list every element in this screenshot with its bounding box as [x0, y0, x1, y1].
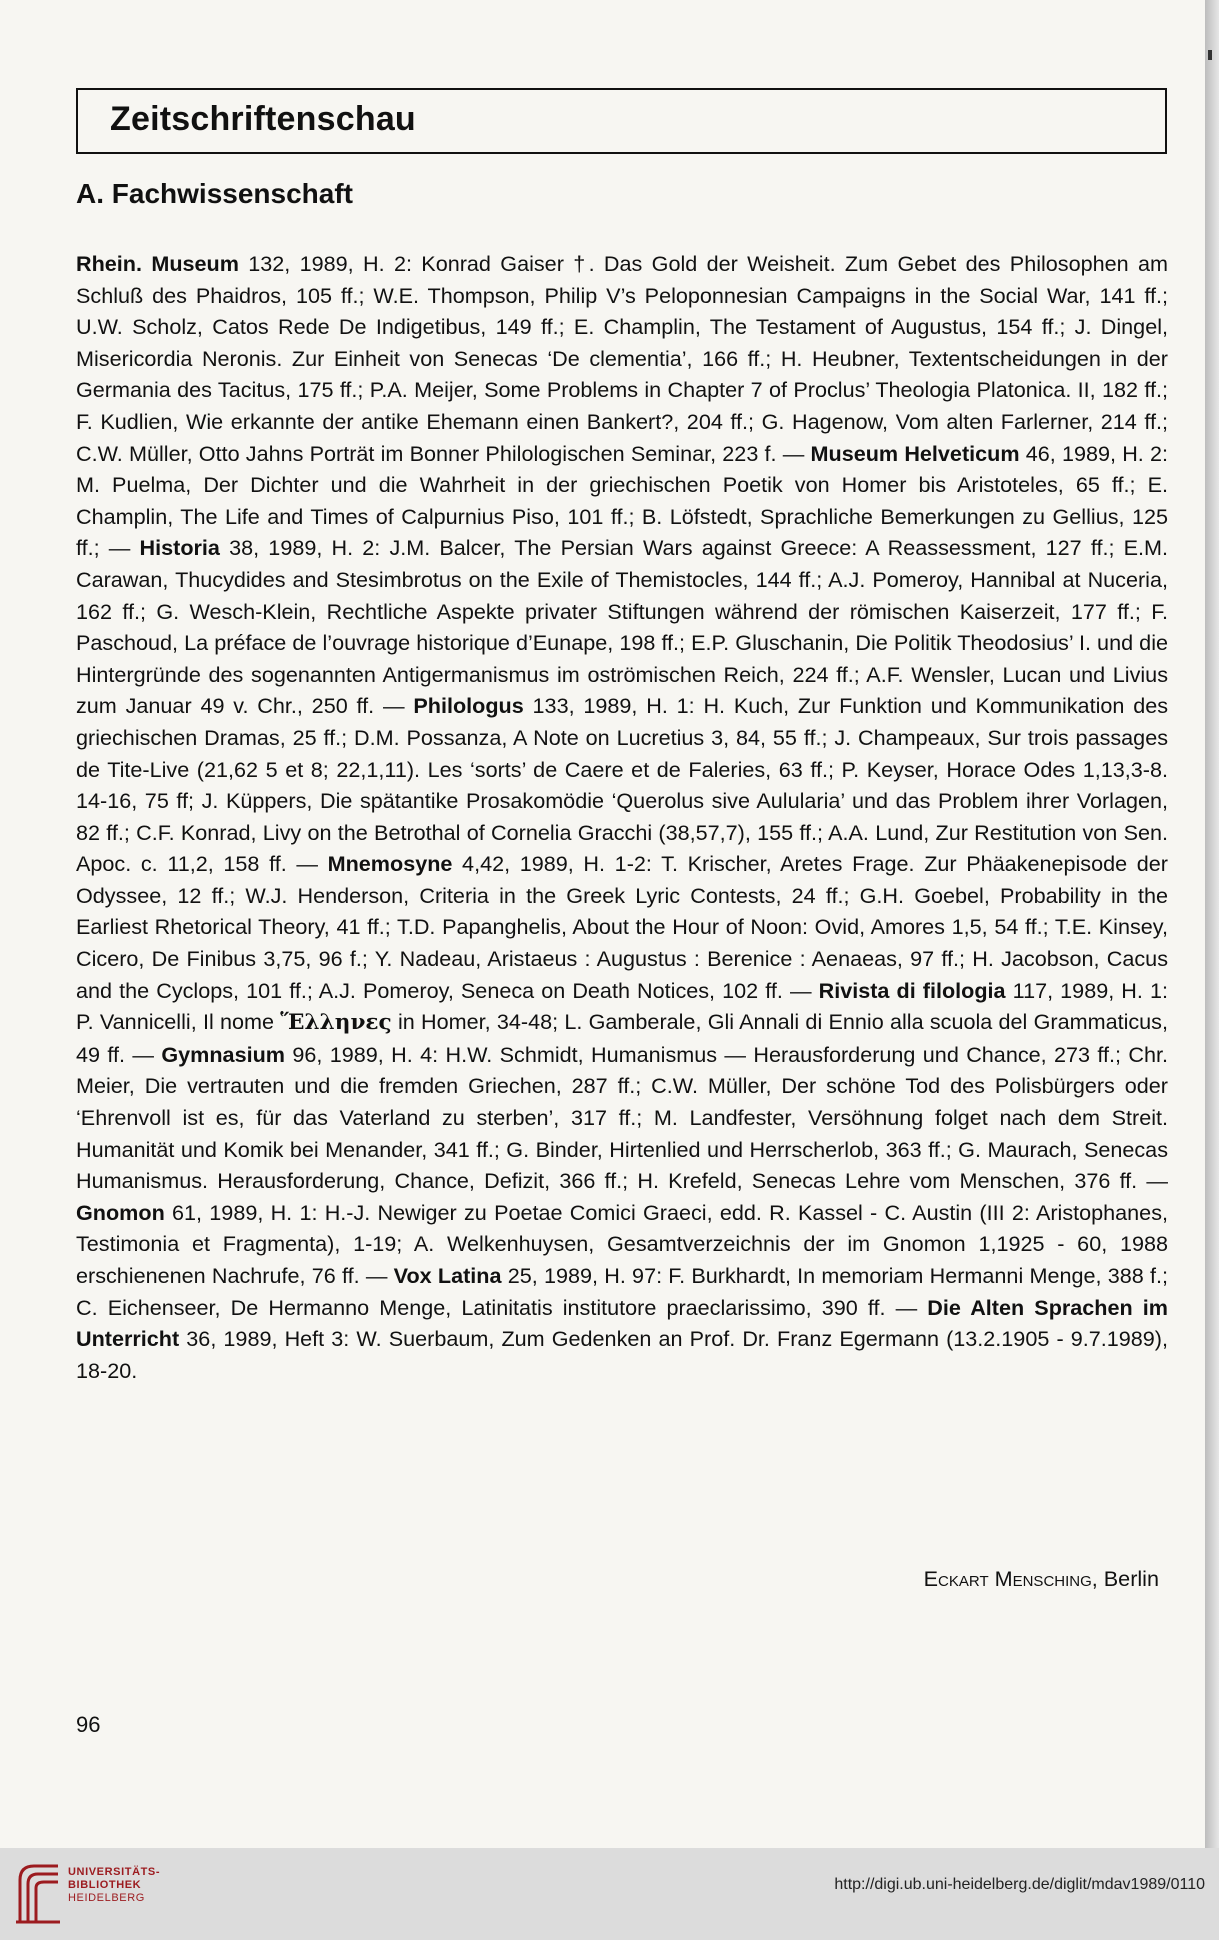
journal-title: Rhein. Museum [76, 251, 239, 276]
author-place: , Berlin [1091, 1566, 1159, 1591]
citation-text: 132, 1989, H. 2: Konrad Gaiser †. Das Gold der Weisheit. Zum Gebet des Philosophen am Schluß des Phaidros, 105 ff.; W.E. Thompson, Philip V’s Peloponnesian Campaigns in the Social War, 141 ff.; U.W. Scholz, Catos Rede De Indigetibus, 149 ff.; E. Champlin, The Testament of Augustus, 154 ff.; J. Dingel, Misericordia Neronis. Zur Einheit von Senecas ‘De clementia’, 166 ff.; H. Heubner, Textentscheidungen in der Germania des Tacitus, 175 ff.; P.A. Meijer, Some Problems in Chapter 7 of Proclus’ Theologia Platonica. II, 182 ff.; F. Kudlien, Wie erkannte der antike Ehemann einen Bankert?, 204 ff.; G. Hagenow, Vom alten Farlerner, 214 ff.; C.W. Müller, Otto Jahns Porträt im Bonner Philologischen Seminar, 223 f. — [76, 251, 1168, 466]
page-edge [1205, 0, 1219, 1848]
journal-title: Gymnasium [161, 1041, 285, 1067]
journal-title: Die Alten Sprachen im Unterricht [76, 1294, 1168, 1352]
author-signature [924, 1566, 1159, 1592]
page-title: Zeitschriftenschau [110, 100, 416, 138]
journal-title: Vox Latina [393, 1263, 502, 1288]
library-name [68, 1866, 160, 1905]
footer-bar [0, 1848, 1219, 1940]
journal-title: Philologus [413, 693, 524, 719]
journal-title: Gnomon [76, 1199, 165, 1225]
source-url-link[interactable]: http://digi.ub.uni-heidelberg.de/diglit/mdav1989/0110 [834, 1876, 1205, 1893]
page-number: 96 [76, 1712, 101, 1737]
citation-text: 96, 1989, H. 4: H.W. Schmidt, Humanismus — Herausforderung und Chance, 273 ff.; Chr. Meier, Die vertrauten und die fremden Griechen, 287 ff.; C.W. Müller, Der schöne Tod des Polisbürgers oder ‘Ehrenvoll ist es, für das Vaterland zu sterben’, 317 ff.; M. Landfester, Versöhnung folget nach dem Streit. Humanität und Komik bei Menander, 341 ff.; G. Binder, Hirtenlied und Herrscherlob, 363 ff.; G. Maurach, Senecas Humanismus. Herausforderung, Chance, Defizit, 366 ff.; H. Krefeld, Senecas Lehre vom Menschen, 376 ff. — [76, 1041, 1168, 1194]
journal-title: Rivista di filologia [818, 977, 1006, 1003]
library-line-2: BIBLIOTHEK [68, 1879, 142, 1891]
library-line-3: HEIDELBERG [68, 1892, 145, 1904]
citation-text: in Homer, 34-48; L. Gamberale, Gli Annali di Ennio alla scuola del Grammaticus, 49 ff. — [76, 1009, 1168, 1067]
citation-text: 133, 1989, H. 1: H. Kuch, Zur Funktion und Kommunikation des griechischen Dramas, 25 ff.; D.M. Possanza, A Note on Lucretius 3, 84, 55 ff.; J. Champeaux, Sur trois passages de Tite-Live (21,62 5 et 8; 22,1,11). Les ‘sorts’ de Caere et de Faleries, 63 ff.; P. Keyser, Horace Odes 1,13,3-8. 14-16, 75 ff; J. Küppers, Die spätantike Prosakomödie ‘Querolus sive Aulularia’ und das Problem ihrer Vorlagen, 82 ff.; C.F. Konrad, Livy on the Betrothal of Cornelia Gracchi (38,57,7), 155 ff.; A.A. Lund, Zur Restitution von Sen. Apoc. c. 11,2, 158 ff. — [76, 693, 1169, 877]
citation-text: 46, 1989, H. 2: M. Puelma, Der Dichter und die Wahrheit in der griechischen Poetik von Homer bis Aristoteles, 65 ff.; E. Champlin, The Life and Times of Calpurnius Piso, 101 ff.; B. Löfstedt, Sprachliche Bemerkungen zu Gellius, 125 ff.; — [76, 440, 1169, 561]
library-line-1: UNIVERSITÄTS- [68, 1866, 161, 1878]
author-name: Eckart Mensching [923, 1566, 1092, 1591]
citation-text: 25, 1989, H. 97: F. Burkhardt, In memoriam Hermanni Menge, 388 f.; C. Eichenseer, De Hermanno Menge, Latinitatis institutore praeclarissimo, 390 ff. — [76, 1263, 1168, 1320]
citation-text: 4,42, 1989, H. 1-2: T. Krischer, Aretes Frage. Zur Phäakenepisode der Odyssee, 12 ff.; W.J. Henderson, Criteria in the Greek Lyric Contests, 24 ff.; G.H. Goebel, Probability in the Earliest Rhetorical Theory, 41 ff.; T.D. Papanghelis, About the Hour of Noon: Ovid, Amores 1,5, 54 ff.; T.E. Kinsey, Cicero, De Finibus 3,75, 96 f.; Y. Nadeau, Aristaeus : Augustus : Berenice : Aenaeas, 97 ff.; H. Jacobson, Cacus and the Cyclops, 101 ff.; A.J. Pomeroy, Seneca on Death Notices, 102 ff. — [76, 851, 1168, 1003]
citation-text: 117, 1989, H. 1: P. Vannicelli, Il nome [76, 977, 1168, 1035]
journal-title: Ἕλληνες [280, 1010, 392, 1036]
journal-title: Mnemosyne [327, 851, 453, 877]
citation-text: 38, 1989, H. 2: J.M. Balcer, The Persian Wars against Greece: A Reassessment, 127 ff.; E.M. Carawan, Thucydides and Stesimbrotus on the Exile of Themistocles, 144 ff.; A.J. Pomeroy, Hannibal at Nuceria, 162 ff.; G. Wesch-Klein, Rechtliche Aspekte privater Stiftungen während der römischen Kaiserzeit, 177 ff.; F. Paschoud, La préface de l’ouvrage historique d’Eunape, 198 ff.; E.P. Gluschanin, Die Politik Theodosius’ I. und die Hintergründe des sogenannten Antigermanismus im oströmischen Reich, 224 ff.; A.F. Wensler, Lucan und Livius zum Januar 49 v. Chr., 250 ff. — [76, 535, 1168, 719]
journal-title: Historia [139, 535, 220, 561]
university-library-logo-icon [14, 1858, 64, 1926]
citation-text: 36, 1989, Heft 3: W. Suerbaum, Zum Gedenken an Prof. Dr. Franz Egermann (13.2.1905 - 9.7.1989), 18-20. [76, 1326, 1168, 1383]
citation-text: 61, 1989, H. 1: H.-J. Newiger zu Poetae Comici Graeci, edd. R. Kassel - C. Austin (III 2: Aristophanes, Testimonia et Fragmenta), 1-19; A. Welkenhuysen, Gesamtverzeichnis der im Gnomon 1,1925 - 60, 1988 erschienenen Nachrufe, 76 ff. — [76, 1199, 1168, 1288]
section-heading: A. Fachwissenschaft [76, 178, 353, 209]
body-paragraph [76, 248, 1168, 1386]
edge-mark [1208, 50, 1212, 60]
journal-title: Museum Helveticum [810, 440, 1020, 466]
title-box [76, 88, 1167, 154]
